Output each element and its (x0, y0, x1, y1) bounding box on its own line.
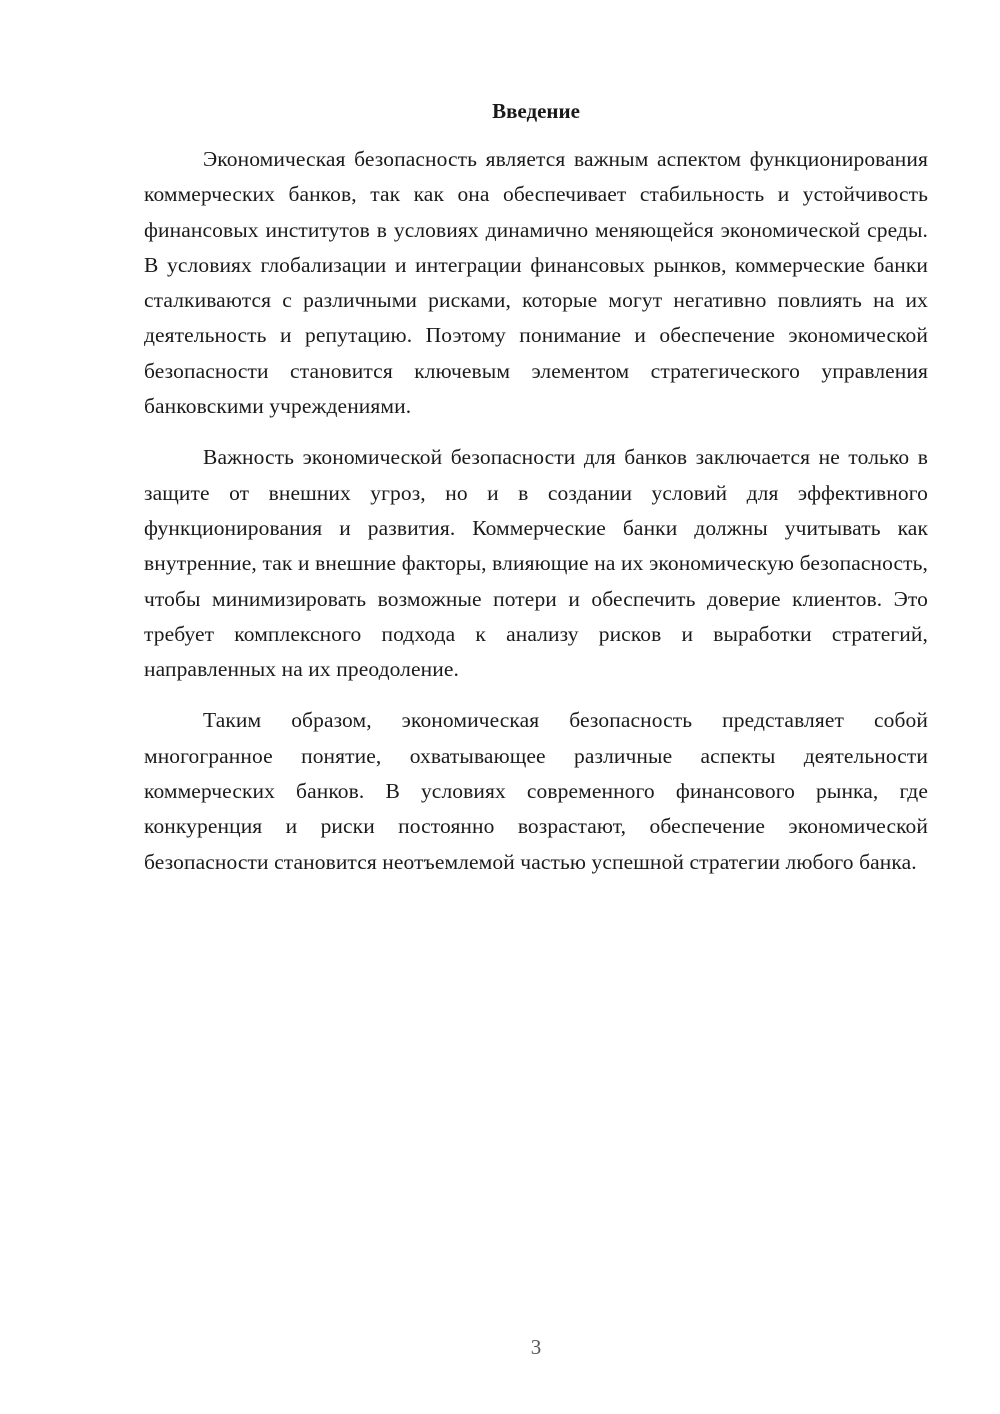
section-title: Введение (492, 99, 580, 123)
page-number: 3 (530, 1335, 542, 1359)
paragraph-2: Важность экономической безопасности для банков заключается не только в защите от внешних угроз, но и в создании условий для эффективного функционирования и развития. Коммерческие банки должны учитывать как внутренние, так и внешние факторы, влияющие на их экономическую безопасность, чтобы минимизировать возможные потери и обеспечить доверие клиентов. Это требует комплексного подхода к анализу рисков и выработки стратегий, направленных на их преодоление. (144, 445, 928, 682)
body-text (144, 142, 928, 896)
paragraph-1: Экономическая безопасность является важным аспектом функционирования коммерческих банков, так как она обеспечивает стабильность и устойчивость финансовых институтов в условиях динамично меняющейся экономической среды. В условиях глобализации и интеграции финансовых рынков, коммерческие банки сталкиваются с различными рисками, которые могут негативно повлиять на их деятельность и репутацию. Поэтому понимание и обеспечение экономической безопасности становится ключевым элементом стратегического управления банковскими учреждениями. (144, 147, 928, 419)
paragraph-3: Таким образом, экономическая безопасность представляет собой многогранное понятие, охватывающее различные аспекты деятельности коммерческих банков. В условиях современного финансового рынка, где конкуренция и риски постоянно возрастают, обеспечение экономической безопасности становится неотъемлемой частью успешной стратегии любого банка. (144, 708, 928, 874)
